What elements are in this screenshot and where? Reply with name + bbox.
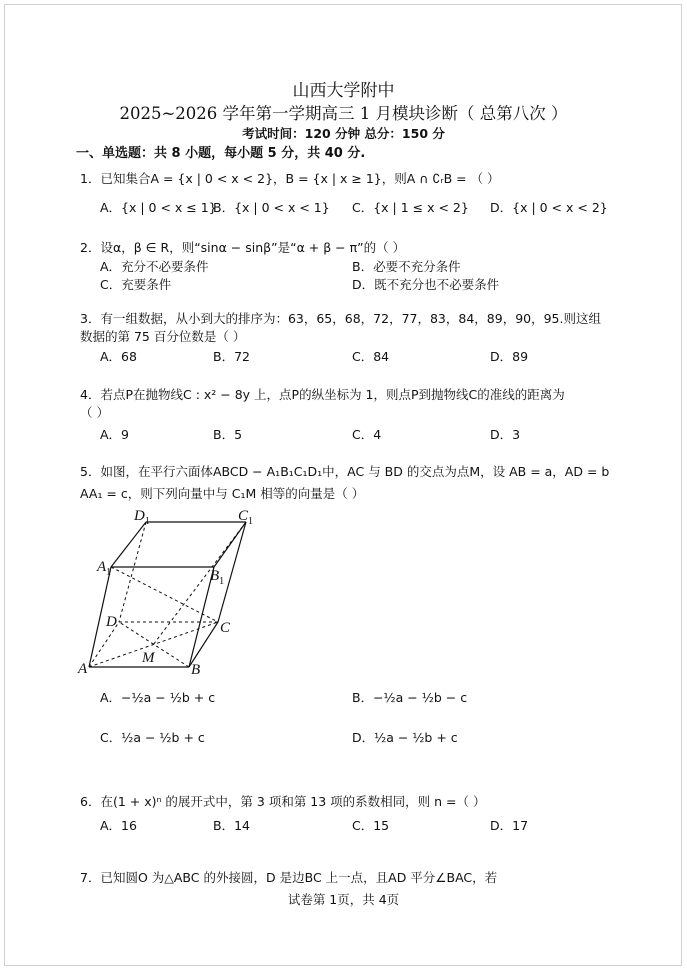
segment-a1-c	[111, 567, 218, 622]
question-3-option-c: C．84	[352, 349, 390, 364]
label-d: D	[106, 614, 117, 630]
question-3-stem-line-1: 3．有一组数据，从小到大的排序为：63，65，68，72，77，83，84，89，90，95.则这组	[80, 311, 601, 326]
question-2-option-b: B．必要不充分条件	[352, 259, 461, 274]
label-d1: $D_1$	[134, 508, 150, 527]
question-4-option-d: D．3	[490, 427, 521, 442]
question-1-option-c: C．{x | 1 ≤ x < 2}	[352, 200, 469, 215]
question-1-option-d: D．{x | 0 < x < 2}	[490, 200, 608, 215]
edge-d1-d	[119, 522, 146, 622]
question-6-option-c: C．15	[352, 818, 390, 833]
exam-title: 2025~2026 学年第一学期高三 1 月模块诊断（ 总第八次 ）	[119, 104, 568, 123]
label-b: B	[191, 662, 201, 678]
parallelepiped-figure	[76, 505, 276, 680]
label-c1: $C_1$	[238, 508, 254, 527]
exam-info: 考试时间：120 分钟 总分：150 分	[242, 126, 445, 141]
question-1-option-a: A．{x | 0 < x ≤ 1}	[100, 200, 217, 215]
question-5-stem-line-2: AA₁ = c，则下列向量中与 C₁M 相等的向量是（ ）	[80, 486, 365, 501]
question-5-option-d: D．½a − ½b + c	[352, 730, 458, 745]
edge-c1-c	[218, 522, 246, 622]
question-7-stem: 7．已知圆O 为△ABC 的外接圆，D 是边BC 上一点，且AD 平分∠BAC，若	[80, 870, 498, 885]
question-3-option-d: D．89	[490, 349, 529, 364]
question-2-option-c: C．充要条件	[100, 277, 172, 292]
question-3-option-a: A．68	[100, 349, 137, 364]
question-2-option-d: D．既不充分也不必要条件	[352, 277, 500, 292]
question-5-option-c: C．½a − ½b + c	[100, 730, 205, 745]
question-1-option-b: B．{x | 0 < x < 1}	[213, 200, 330, 215]
question-5-option-a: A．−½a − ½b + c	[100, 690, 216, 705]
section-title: 一、单选题：共 8 小题，每小题 5 分，共 40 分.	[76, 146, 366, 161]
question-6-option-d: D．17	[490, 818, 529, 833]
question-4-stem-line-1: 4．若点P在抛物线C : x² − 8y 上，点P的纵坐标为 1，则点P到抛物线C的准线的距离为	[80, 387, 565, 402]
question-4-option-b: B．5	[213, 427, 243, 442]
edge-d1-a1	[111, 522, 146, 567]
question-4-stem-line-2: （ ）	[80, 405, 109, 420]
question-1-stem: 1．已知集合A = {x | 0 < x < 2}，B = {x | x ≥ 1}，则A ∩ ∁ᵣB = （ ）	[80, 171, 500, 186]
school-name: 山西大学附中	[292, 81, 395, 101]
question-4-option-a: A．9	[100, 427, 130, 442]
question-6-stem: 6．在(1 + x)ⁿ 的展开式中，第 3 项和第 13 项的系数相同，则 n =（ ）	[80, 794, 486, 809]
page-footer: 试卷第 1页，共 4页	[287, 892, 400, 907]
question-5-stem-line-1: 5．如图，在平行六面体ABCD − A₁B₁C₁D₁中，AC 与 BD 的交点为点M，设 AB = a，AD = b	[80, 464, 610, 479]
label-a: A	[78, 661, 88, 677]
question-2-option-a: A．充分不必要条件	[100, 259, 209, 274]
question-3-option-b: B．72	[213, 349, 250, 364]
question-5-option-b: B．−½a − ½b − c	[352, 690, 468, 705]
question-3-stem-line-2: 数据的第 75 百分位数是（ ）	[80, 329, 246, 344]
edge-b-c	[189, 622, 218, 667]
question-4-option-c: C．4	[352, 427, 382, 442]
label-c: C	[220, 620, 231, 636]
label-a1: $A_1$	[97, 559, 112, 578]
question-6-option-b: B．14	[213, 818, 250, 833]
question-2-stem: 2．设α，β ∈ R，则“sinα − sinβ”是“α + β − π”的（ ）	[80, 240, 406, 255]
label-b1: $B_1$	[210, 568, 225, 587]
question-6-option-a: A．16	[100, 818, 137, 833]
label-m: M	[142, 650, 155, 666]
